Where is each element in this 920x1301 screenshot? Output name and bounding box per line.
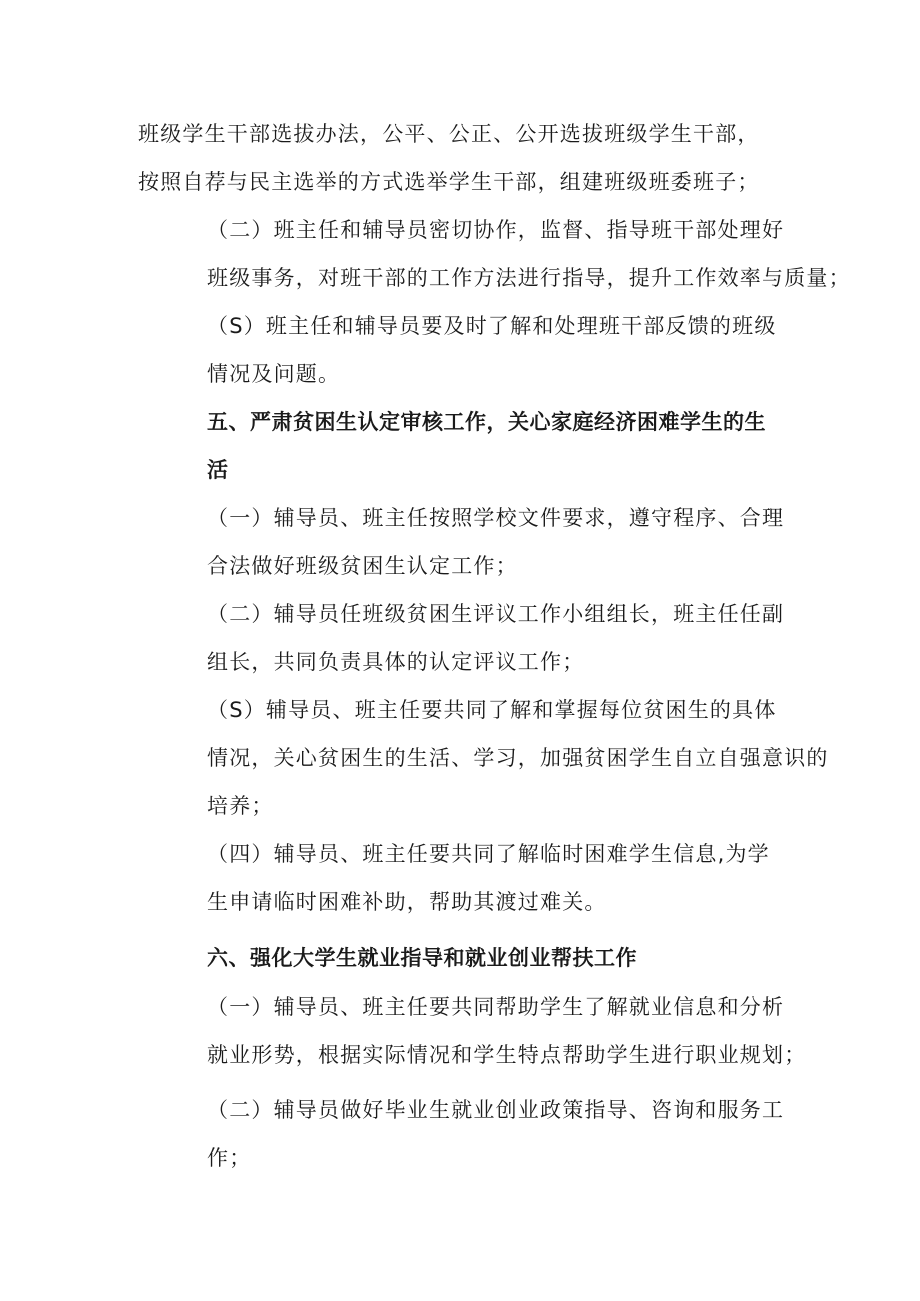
- text-line: （二）辅导员做好毕业生就业创业政策指导、咨询和服务工: [207, 1098, 785, 1122]
- text-line: （S）班主任和辅导员要及时了解和处理班干部反馈的班级: [207, 314, 777, 338]
- text-line: （二）班主任和辅导员密切协作，监督、指导班干部处理好: [207, 218, 785, 242]
- text-line: 情况及问题。: [207, 362, 341, 386]
- paragraph-item-4-temporary-aid: [138, 830, 790, 926]
- paragraph-class-cadre-selection: [138, 110, 790, 206]
- text-line: 合法做好班级贫困生认定工作；: [207, 554, 518, 578]
- paragraph-item-1-employment-info: [138, 983, 807, 1079]
- text-line: 培养；: [207, 794, 274, 818]
- text-line: 就业形势，根据实际情况和学生特点帮助学生进行职业规划；: [207, 1043, 807, 1067]
- paragraph-item-3-care: [138, 686, 829, 830]
- text-line: 班级事务，对班干部的工作方法进行指导，提升工作效率与质量；: [207, 266, 851, 290]
- paragraph-item-3-feedback: [138, 302, 790, 398]
- heading-line: 六、强化大学生就业指导和就业创业帮扶工作: [207, 946, 637, 970]
- paragraph-item-2-review-group: [138, 590, 790, 686]
- paragraph-item-2-cooperation: [138, 206, 851, 302]
- section-heading-6: [138, 934, 790, 982]
- heading-line: 五、严肃贫困生认定审核工作，关心家庭经济困难学生的生: [207, 410, 766, 434]
- paragraph-item-2-graduate-services: [138, 1086, 790, 1182]
- text-line: （一）辅导员、班主任按照学校文件要求，遵守程序、合理: [207, 506, 785, 530]
- text-line: 按照自荐与民主选举的方式选举学生干部，组建班级班委班子；: [138, 170, 760, 194]
- text-line: 组长，共同负责具体的认定评议工作；: [207, 650, 585, 674]
- text-line: （S）辅导员、班主任要共同了解和掌握每位贫困生的具体: [207, 698, 777, 722]
- paragraph-item-1-poverty-recognition: [138, 494, 790, 590]
- text-line: 班级学生干部选拔办法，公平、公正、公开选拔班级学生干部，: [138, 122, 760, 146]
- heading-line: 活: [207, 458, 229, 482]
- text-line: 生申请临时困难补助，帮助其渡过难关。: [207, 890, 607, 914]
- text-line: （二）辅导员任班级贫困生评议工作小组组长，班主任任副: [207, 602, 785, 626]
- text-line: （四）辅导员、班主任要共同了解临时困难学生信息,为学: [207, 842, 770, 866]
- text-line: 情况，关心贫困生的生活、学习，加强贫困学生自立自强意识的: [207, 746, 829, 770]
- text-line: （一）辅导员、班主任要共同帮助学生了解就业信息和分析: [207, 995, 785, 1019]
- section-heading-5: [138, 398, 790, 494]
- text-line: 作；: [207, 1146, 252, 1170]
